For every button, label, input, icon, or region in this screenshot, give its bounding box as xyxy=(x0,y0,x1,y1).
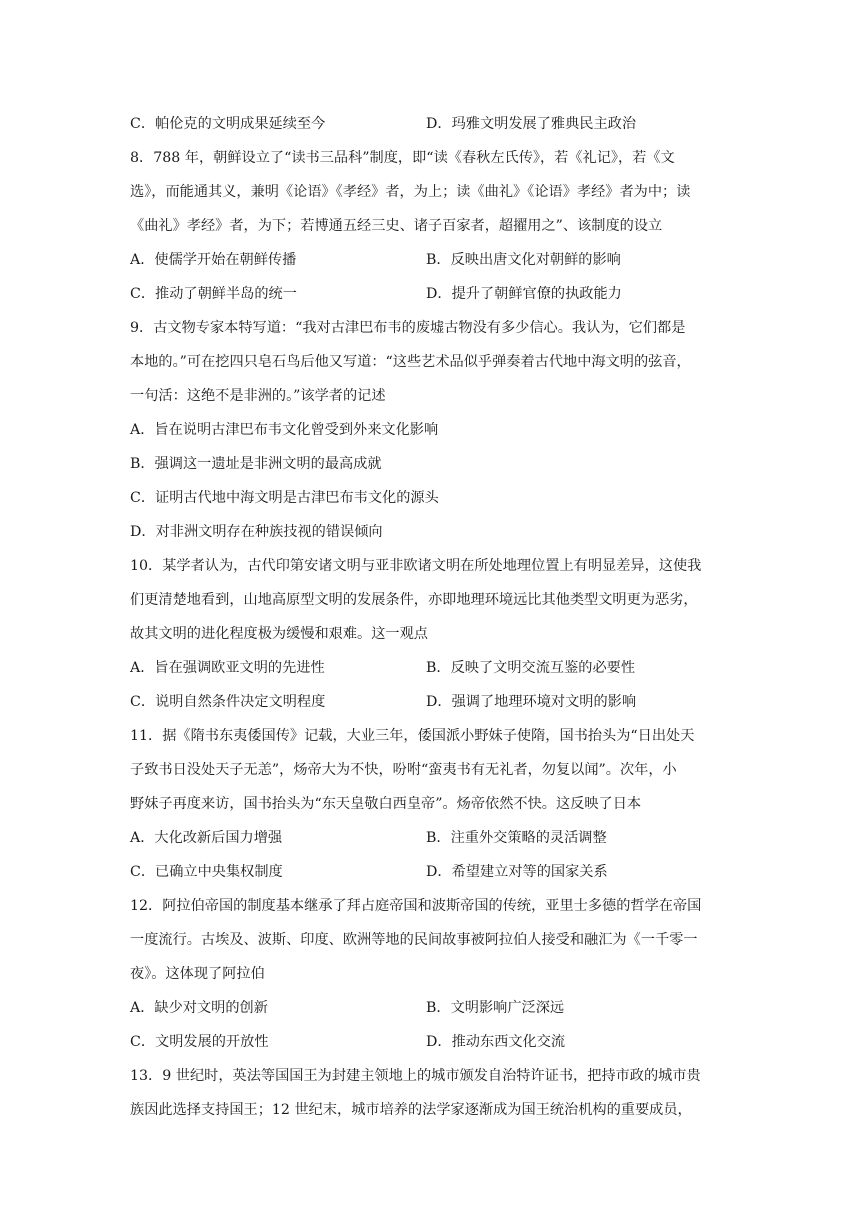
q12-option-d: D．推动东西文化交流 xyxy=(426,1034,566,1050)
option-row xyxy=(130,1025,736,1059)
q8-option-c: C．推动了朝鲜半岛的统一 xyxy=(130,286,297,302)
question-12 xyxy=(130,889,736,1059)
q7-option-c: C．帕伦克的文明成果延续至今 xyxy=(130,116,326,132)
q10-stem-line: 故其文明的进化程度极为缓慢和艰难。这一观点 xyxy=(130,626,428,642)
question-10 xyxy=(130,549,736,719)
q8-option-a: A．使儒学开始在朝鲜传播 xyxy=(130,252,297,268)
q11-stem-line: 子致书日没处天子无恙”，炀帝大为不快，吩咐“蛮夷书有无礼者，勿复以闻”。次年，小 xyxy=(130,762,677,778)
q9-stem-line: 9．古文物专家本特写道：“我对古津巴布韦的废墟古物没有多少信心。我认为，它们都是 xyxy=(130,320,686,336)
question-7 xyxy=(130,107,736,141)
q13-stem-line: 13．9 世纪时，英法等国国王为封建主领地上的城市颁发自治特许证书，把持市政的城市贵 xyxy=(130,1068,701,1084)
option-row xyxy=(130,277,736,311)
q12-option-b: B．文明影响广泛深远 xyxy=(426,1000,565,1016)
q9-stem-line: 本地的。”可在挖四只皂石鸟后他又写道：“这些艺术品似乎弹奏着古代地中海文明的弦音， xyxy=(130,354,691,370)
question-13 xyxy=(130,1059,736,1127)
q11-option-d: D．希望建立对等的国家关系 xyxy=(426,864,608,880)
option-row xyxy=(130,685,736,719)
q12-option-a: A．缺少对文明的创新 xyxy=(130,1000,268,1016)
question-9 xyxy=(130,311,736,549)
q11-stem-line: 野妹子再度来访，国书抬头为“东天皇敬白西皇帝”。炀帝依然不快。这反映了日本 xyxy=(130,796,642,812)
q12-stem-line: 夜》。这体现了阿拉伯 xyxy=(130,966,265,982)
option-row xyxy=(130,107,736,141)
q8-stem-line: 选》，而能通其义，兼明《论语》《孝经》者，为上；读《曲礼》《论语》孝经》者为中；读 xyxy=(130,184,691,200)
option-row xyxy=(130,855,736,889)
q9-option-d: D．对非洲文明存在种族技视的错误倾向 xyxy=(130,524,383,540)
q9-stem-line: 一句活：这绝不是非洲的。”该学者的记述 xyxy=(130,388,386,404)
q8-stem-line: 8．788 年，朝鲜设立了“读书三品科”制度，即“读《春秋左氏传》，若《礼记》，若《文 xyxy=(130,150,675,166)
option-row xyxy=(130,651,736,685)
q13-stem-line: 族因此选择支持国王；12 世纪末，城市培养的法学家逐渐成为国王统治机构的重要成员， xyxy=(130,1102,692,1118)
q9-option-b: B．强调这一遗址是非洲文明的最高成就 xyxy=(130,456,382,472)
q12-option-c: C．文明发展的开放性 xyxy=(130,1034,269,1050)
question-list xyxy=(130,107,736,1127)
q12-stem-line: 一度流行。古埃及、波斯、印度、欧洲等地的民间故事被阿拉伯人接受和融汇为《一千零一 xyxy=(130,932,698,948)
q8-option-b: B．反映出唐文化对朝鲜的影响 xyxy=(426,252,621,268)
q12-stem-line: 12．阿拉伯帝国的制度基本继承了拜占庭帝国和波斯帝国的传统，亚里士多德的哲学在帝国 xyxy=(130,898,702,914)
q10-stem-line: 10．某学者认为，古代印第安诸文明与亚非欧诸文明在所处地理位置上有明显差异，这使我 xyxy=(130,558,702,574)
question-8 xyxy=(130,141,736,311)
q10-option-d: D．强调了地理环境对文明的影响 xyxy=(426,694,637,710)
q11-option-c: C．已确立中央集权制度 xyxy=(130,864,283,880)
q11-option-a: A．大化改新后国力增强 xyxy=(130,830,283,846)
q8-option-d: D．提升了朝鲜官僚的执政能力 xyxy=(426,286,622,302)
q11-stem-line: 11．据《隋书东夷倭国传》记载，大业三年，倭国派小野妹子使隋，国书抬头为“日出处天 xyxy=(130,728,695,744)
q11-option-b: B．注重外交策略的灵活调整 xyxy=(426,830,607,846)
question-11 xyxy=(130,719,736,889)
q10-stem-line: 们更清楚地看到，山地高原型文明的发展条件，亦即地理环境远比其他类型文明更为恶劣， xyxy=(130,592,698,608)
q9-option-a: A．旨在说明古津巴布韦文化曾受到外来文化影响 xyxy=(130,422,439,438)
option-row xyxy=(130,243,736,277)
option-row xyxy=(130,991,736,1025)
option-row xyxy=(130,821,736,855)
q10-option-b: B．反映了文明交流互鉴的必要性 xyxy=(426,660,636,676)
q9-option-c: C．证明古代地中海文明是古津巴布韦文化的源头 xyxy=(130,490,439,506)
q8-stem-line: 《曲礼》孝经》者，为下；若博通五经三史、诸子百家者，超擢用之”、该制度的设立 xyxy=(130,218,663,234)
q10-option-a: A．旨在强调欧亚文明的先进性 xyxy=(130,660,325,676)
q7-option-d: D．玛雅文明发展了雅典民主政治 xyxy=(426,116,637,132)
q10-option-c: C．说明自然条件决定文明程度 xyxy=(130,694,326,710)
